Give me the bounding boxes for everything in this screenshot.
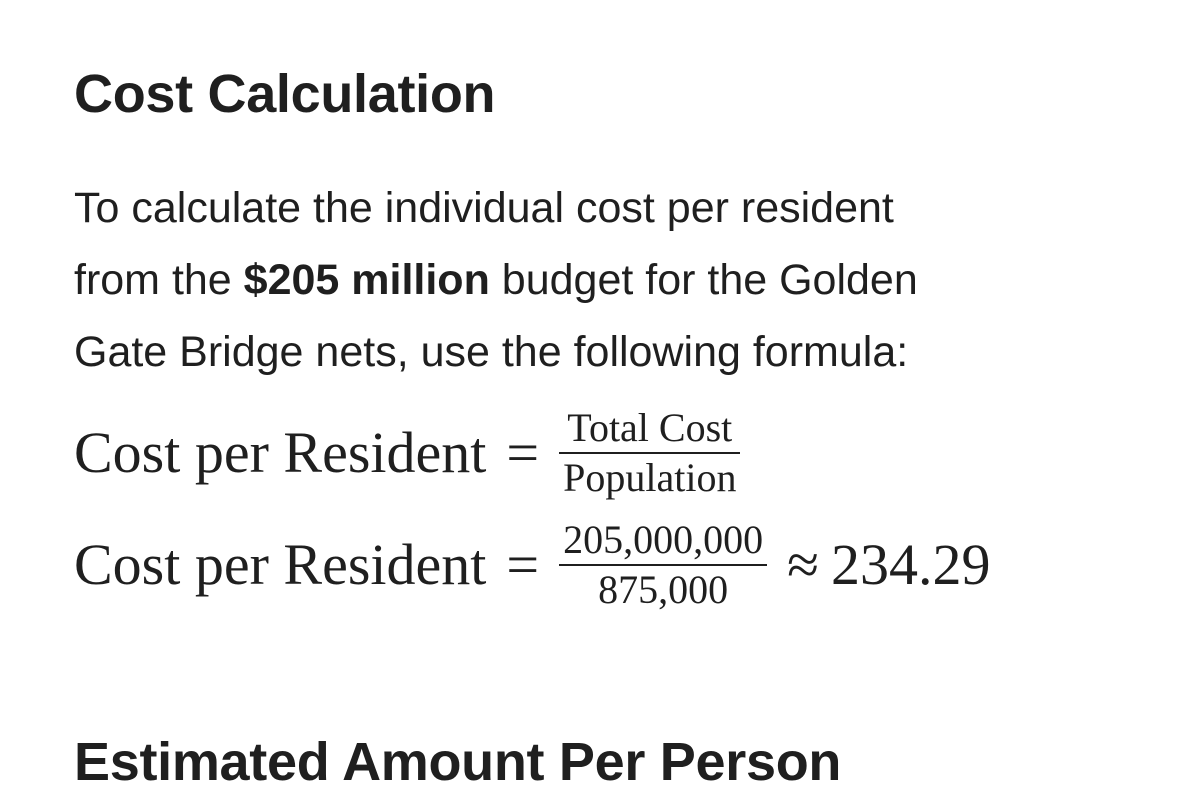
paragraph-line-3: Gate Bridge nets, use the following formula: xyxy=(74,328,909,376)
formula-result: 234.29 xyxy=(830,532,991,597)
fraction-denominator: 875,000 xyxy=(598,567,729,612)
formula-computed-fraction xyxy=(559,517,767,612)
fraction-numerator: 205,000,000 xyxy=(563,517,764,562)
paragraph-line-2-pre: from the xyxy=(74,256,244,304)
formula-computed-lhs: Cost per Resident xyxy=(74,532,487,597)
approx-sign: ≈ xyxy=(787,532,819,597)
equals-sign: = xyxy=(506,532,540,597)
equals-sign: = xyxy=(506,420,540,485)
budget-amount-bold: $205 million xyxy=(243,256,490,304)
fraction-denominator: Population xyxy=(563,455,737,500)
intro-paragraph xyxy=(74,172,1104,388)
paragraph-line-2-post: budget for the Golden xyxy=(489,256,918,304)
section-heading-estimated-amount: Estimated Amount Per Person xyxy=(74,732,842,792)
fraction-numerator: Total Cost xyxy=(567,405,733,450)
formula-general xyxy=(74,405,740,500)
formula-computed xyxy=(74,518,990,612)
paragraph-line-2 xyxy=(74,244,1104,316)
formula-general-lhs: Cost per Resident xyxy=(74,420,487,485)
formula-general-fraction xyxy=(559,405,740,500)
section-heading-cost-calculation: Cost Calculation xyxy=(74,64,496,124)
paragraph-line-1: To calculate the individual cost per resident xyxy=(74,184,894,232)
